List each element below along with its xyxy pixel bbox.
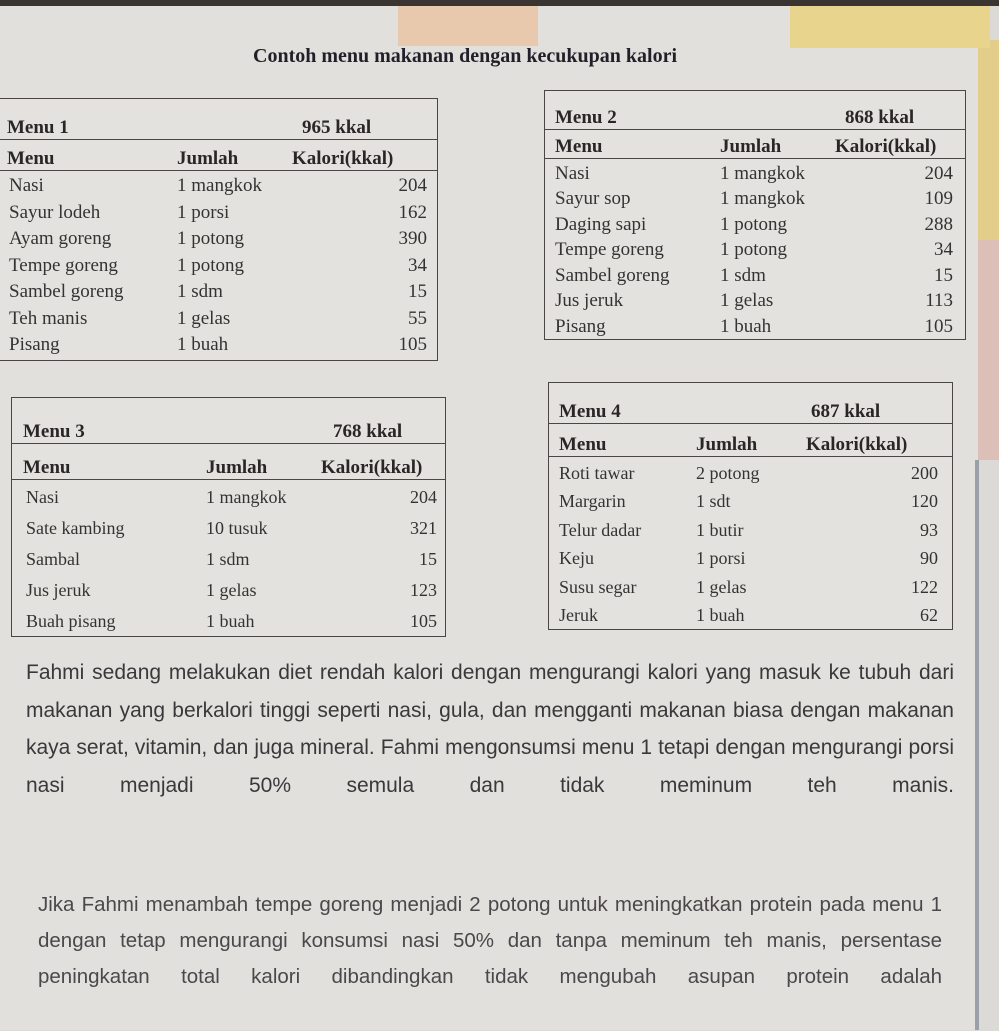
table-row [545, 263, 965, 289]
item-quantity: 1 buah [206, 611, 255, 631]
table-row [0, 200, 437, 227]
item-calories: 15 [408, 281, 427, 303]
menu-total: 965 kkal [302, 117, 372, 138]
item-quantity: 1 potong [720, 239, 788, 261]
item-quantity: 1 porsi [696, 548, 746, 569]
table-row [0, 332, 437, 359]
table-row [545, 238, 965, 264]
menu-table-title-row [549, 383, 952, 424]
item-calories: 105 [410, 611, 437, 631]
menu-table-4 [548, 382, 953, 630]
item-quantity: 1 mangkok [720, 188, 805, 210]
item-calories: 62 [920, 605, 938, 626]
item-name: Sayur lodeh [9, 201, 101, 223]
item-name: Teh manis [9, 307, 88, 329]
table-row [545, 212, 965, 238]
table-row [545, 314, 965, 340]
item-name: Telur dadar [559, 519, 642, 540]
item-name: Sate kambing [26, 518, 125, 538]
table-row [549, 488, 952, 517]
table-row [12, 606, 445, 637]
item-name: Keju [559, 548, 594, 569]
column-header-menu: Menu [555, 136, 603, 157]
table-row [549, 459, 952, 488]
menu-name: Menu 4 [559, 401, 621, 422]
item-calories: 109 [924, 188, 953, 210]
menu-table-header-row [12, 444, 445, 480]
item-name: Sayur sop [555, 188, 631, 210]
column-header-kalori: Kalori(kkal) [292, 148, 394, 169]
menu-table-body [12, 480, 445, 637]
table-row [0, 226, 437, 253]
menu-table-header-row [549, 424, 952, 457]
item-quantity: 1 sdm [177, 281, 223, 303]
table-row [545, 161, 965, 187]
item-name: Nasi [9, 175, 44, 197]
item-quantity: 1 butir [696, 519, 744, 540]
item-quantity: 1 buah [720, 315, 772, 337]
item-calories: 288 [924, 213, 953, 235]
column-header-kalori: Kalori(kkal) [321, 457, 423, 478]
column-header-jumlah: Jumlah [720, 136, 782, 157]
item-name: Pisang [555, 315, 606, 337]
item-calories: 122 [911, 576, 938, 597]
item-quantity: 1 potong [177, 228, 245, 250]
item-name: Jus jeruk [555, 290, 624, 312]
item-name: Tempe goreng [9, 254, 118, 276]
item-quantity: 1 buah [696, 605, 745, 626]
menu-table-body [545, 159, 965, 340]
item-calories: 162 [398, 201, 427, 223]
table-row [549, 545, 952, 574]
menu-total: 868 kkal [845, 107, 915, 128]
menu-table-1 [0, 98, 438, 361]
menu-table-header-row [0, 140, 437, 171]
column-header-jumlah: Jumlah [696, 434, 758, 455]
table-row [0, 306, 437, 333]
background-decoration-yellow-overlay [790, 6, 990, 48]
item-name: Buah pisang [26, 611, 116, 631]
question-paragraph: Jika Fahmi menambah tempe goreng menjadi 2 potong untuk meningkatkan protein pada menu 1 dengan tetap mengurangi konsumsi nasi 50% dan tanpa meminum teh manis, persentase peningkatan total kalori dibandingkan tidak mengubah asupan protein adalah [38, 892, 942, 988]
menu-table-title-row [545, 91, 965, 130]
table-row [549, 602, 952, 631]
item-quantity: 1 gelas [206, 580, 257, 600]
item-calories: 90 [920, 548, 938, 569]
item-calories: 113 [925, 290, 953, 312]
item-name: Sambel goreng [9, 281, 124, 303]
menu-table-2 [544, 90, 966, 340]
menu-table-title-row [0, 99, 437, 140]
item-name: Sambel goreng [555, 264, 670, 286]
item-quantity: 1 sdm [720, 264, 766, 286]
item-name: Daging sapi [555, 213, 647, 235]
item-name: Jeruk [559, 605, 598, 626]
table-row [545, 289, 965, 315]
menu-name: Menu 3 [23, 421, 85, 442]
menu-table-header-row [545, 130, 965, 159]
table-row [0, 173, 437, 200]
table-row [545, 187, 965, 213]
table-row [12, 544, 445, 575]
item-name: Roti tawar [559, 462, 635, 483]
item-quantity: 1 potong [720, 213, 788, 235]
item-calories: 93 [920, 519, 938, 540]
table-row [0, 279, 437, 306]
item-quantity: 1 mangkok [177, 175, 262, 197]
item-name: Pisang [9, 334, 60, 356]
menu-name: Menu 1 [7, 117, 69, 138]
item-quantity: 1 gelas [696, 576, 747, 597]
table-row [549, 516, 952, 545]
menu-table-body [0, 171, 437, 359]
item-name: Susu segar [559, 576, 637, 597]
document-title: Contoh menu makanan dengan kecukupan kalori [253, 45, 678, 67]
menu-name: Menu 2 [555, 107, 617, 128]
item-name: Nasi [26, 487, 59, 507]
item-quantity: 1 sdm [206, 549, 250, 569]
column-header-kalori: Kalori(kkal) [806, 434, 908, 455]
item-quantity: 2 potong [696, 462, 760, 483]
problem-context-paragraph: Fahmi sedang melakukan diet rendah kalori dengan mengurangi kalori yang masuk ke tubuh dari makanan yang berkalori tinggi seperti nasi, gula, dan mengganti makanan biasa dengan makanan kaya serat, vitamin, dan juga mineral. Fahmi mengonsumsi menu 1 tetapi dengan mengurangi porsi nasi menjadi 50% semula dan tidak meminum teh manis. [26, 661, 954, 797]
item-calories: 15 [419, 549, 437, 569]
item-quantity: 10 tusuk [206, 518, 268, 538]
item-quantity: 1 gelas [177, 307, 231, 329]
menu-total: 768 kkal [333, 421, 403, 442]
item-calories: 390 [398, 228, 427, 250]
item-quantity: 1 porsi [177, 201, 230, 223]
item-calories: 204 [924, 162, 953, 184]
menu-table-3 [11, 397, 446, 637]
item-calories: 123 [410, 580, 437, 600]
item-quantity: 1 sdt [696, 491, 731, 512]
column-header-menu: Menu [7, 148, 55, 169]
item-calories: 105 [924, 315, 953, 337]
item-name: Margarin [559, 491, 626, 512]
item-quantity: 1 potong [177, 254, 245, 276]
item-calories: 55 [408, 307, 427, 329]
table-row [0, 253, 437, 280]
item-calories: 34 [934, 239, 953, 261]
column-header-menu: Menu [559, 434, 607, 455]
column-header-jumlah: Jumlah [206, 457, 268, 478]
item-calories: 105 [398, 334, 427, 356]
item-quantity: 1 buah [177, 334, 229, 356]
item-calories: 120 [911, 491, 938, 512]
column-header-kalori: Kalori(kkal) [835, 136, 937, 157]
item-quantity: 1 mangkok [206, 487, 287, 507]
item-calories: 34 [408, 254, 427, 276]
item-name: Tempe goreng [555, 239, 664, 261]
item-name: Sambal [26, 549, 80, 569]
menu-total: 687 kkal [811, 401, 881, 422]
item-name: Jus jeruk [26, 580, 91, 600]
background-decoration-peach-overlay [398, 6, 538, 46]
window-right-edge [975, 460, 979, 1030]
item-calories: 15 [934, 264, 953, 286]
item-name: Ayam goreng [9, 228, 112, 250]
menu-table-body [549, 457, 952, 630]
table-row [12, 575, 445, 606]
item-calories: 204 [410, 487, 437, 507]
table-row [12, 513, 445, 544]
table-row [12, 482, 445, 513]
item-calories: 200 [911, 462, 938, 483]
column-header-jumlah: Jumlah [177, 148, 239, 169]
item-calories: 321 [410, 518, 437, 538]
table-row [549, 573, 952, 602]
item-name: Nasi [555, 162, 590, 184]
menu-table-title-row [12, 398, 445, 444]
item-quantity: 1 gelas [720, 290, 774, 312]
item-calories: 204 [398, 175, 427, 197]
column-header-menu: Menu [23, 457, 71, 478]
item-quantity: 1 mangkok [720, 162, 805, 184]
